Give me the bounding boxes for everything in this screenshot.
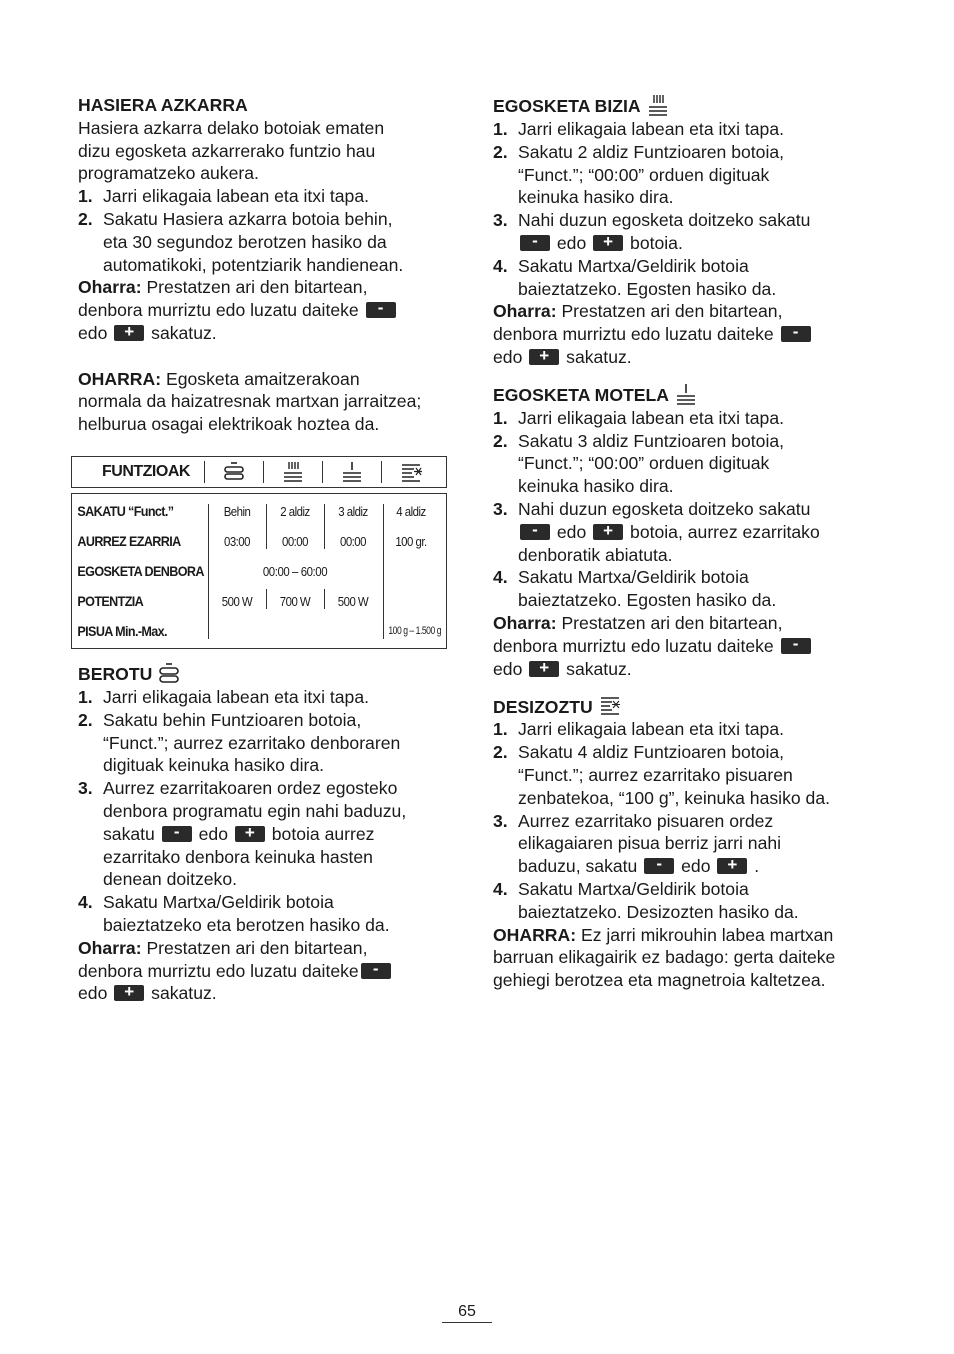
section-title-hasiera: HASIERA AZKARRA [78, 95, 248, 115]
low-cook-icon [675, 383, 697, 407]
functions-table [71, 456, 447, 649]
defrost-icon [381, 461, 440, 483]
section-title-berotu: BEROTU [78, 664, 153, 685]
high-cook-icon [263, 461, 322, 483]
table-row: AURREZ EZARRIA 03:00 00:00 00:00 100 gr. [77, 533, 427, 549]
section-title-motela: EGOSKETA MOTELA [493, 384, 669, 405]
minus-key-icon [520, 524, 550, 540]
plus-key-icon [593, 235, 623, 251]
table-row: PISUA Min.-Max. 100 g – 1.500 g [77, 623, 442, 639]
minus-key-icon [520, 235, 550, 251]
page-number: 65 [458, 1303, 476, 1320]
table-row: SAKATU “Funct.” Behin 2 aldiz 3 aldiz 4 aldiz [77, 503, 426, 519]
reheat-icon [204, 461, 263, 483]
hasiera-intro-3: programatzeko aukera. [78, 163, 259, 184]
list-item: 1. Jarri elikagaia labean eta itxi tapa. [493, 119, 785, 139]
list-item: 3. Aurrez ezarritakoaren ordez egosteko denbora programatu egin nahi baduzu, sakatu - edo + botoia aurrez ezarritako denbora keinuka hasten denean doitzeko. [78, 777, 453, 891]
table-row: EGOSKETA DENBORA 00:00 – 60:00 [77, 563, 328, 579]
defrost-icon [599, 694, 621, 718]
section-title-desizoztu: DESIZOZTU [493, 696, 593, 717]
table-header [71, 456, 447, 488]
list-item: 4. Sakatu Martxa/Geldirik botoia baieztatzeko. Desizozten hasiko da. [493, 878, 799, 922]
list-item: 4. Sakatu Martxa/Geldirik botoia baieztatzeko. Egosten hasiko da. [493, 255, 777, 299]
minus-key-icon [781, 638, 811, 654]
plus-key-icon [114, 325, 144, 341]
table-body [71, 493, 447, 649]
list-item: 1. Jarri elikagaia labean eta itxi tapa. [493, 407, 785, 428]
minus-key-icon [366, 302, 396, 318]
page-number-rule [442, 1322, 492, 1323]
minus-key-icon [162, 826, 192, 842]
list-item: 4. Sakatu Martxa/Geldirik botoia baieztatzeko. Egosten hasiko da. [493, 567, 777, 611]
minus-key-icon [644, 858, 674, 874]
plus-key-icon [717, 858, 747, 874]
high-cook-icon [647, 94, 669, 118]
berotu-section: BEROTU 1. Jarri elikagaia labean eta itxi tapa. 2. Sakatu behin Funtzioaren botoia, “Funct.”; aurrez ezarritako denboraren digituak keinuka hasiko dira. 3. Aurrez ezarritakoaren ordez egosteko denbora programatu egin nahi baduzu, sakatu - edo + botoia aurrez ezarritako denbora keinuka hasten denean doitzeko. 4. Sakatu Martxa/Geldirik botoia baieztatzeko eta berotzen hasiko da. Oharra: Prestatzen ari den bitartean, denbora murriztu edo luzatu daiteke- edo + sakatuz. [78, 662, 453, 1005]
hasiera-intro-2: dizu egosketa azkarrerako funtzio hau [78, 140, 376, 161]
hasiera-note: Oharra: Prestatzen ari den bitartean, [78, 277, 368, 298]
plus-key-icon [593, 524, 623, 540]
list-item: 1. Jarri elikagaia labean eta itxi tapa. [493, 719, 785, 740]
list-item: 1. Jarri elikagaia labean eta itxi tapa. [78, 687, 370, 707]
oharra-note: OHARRA: Egosketa amaitzerakoan [78, 368, 360, 389]
list-item: 2. Sakatu Hasiera azkarra botoia behin, eta 30 segundoz berotzen hasiko da automatikoki, potentziarik handienean. [78, 208, 404, 275]
left-column: HASIERA AZKARRA Hasiera azkarra delako botoiak ematen dizu egosketa azkarrerako funtzio hau programatzeko aukera. 1. Jarri elikagaia labean eta itxi tapa. 2. Sakatu Hasiera azkarra botoia behin, eta 30 segundoz berotzen hasiko da automatikoki, potentziarik handienean. Oharra: Prestatzen ari den bitartean, denbora murriztu edo luzatu daiteke - edo + sakatuz. OHARRA: Egosketa amaitzerakoan normala da haizatresnak martxan jarraitzea; helburua osagai elektrikoak hoztea da. [78, 94, 453, 436]
list-item: 1. Jarri elikagaia labean eta itxi tapa. [78, 186, 370, 207]
table-row: POTENTZIA 500 W 700 W 500 W [77, 593, 369, 609]
plus-key-icon [529, 661, 559, 677]
list-item: 2. Sakatu 2 aldiz Funtzioaren botoia, “Funct.”; “00:00” orduen digituak keinuka hasiko dira. [493, 141, 785, 208]
list-item: 2. Sakatu 3 aldiz Funtzioaren botoia, “Funct.”; “00:00” orduen digituak keinuka hasiko dira. [493, 430, 785, 497]
right-column: EGOSKETA BIZIA 1. Jarri elikagaia labean eta itxi tapa. 2. Sakatu 2 aldiz Funtzioaren botoia, “Funct.”; “00:00” orduen digituak keinuka hasiko dira. 3. Nahi duzun egosketa doitzeko sakatu - edo + botoia. 4. Sakatu Martxa/Geldirik botoia baieztatzeko. Egosten hasiko da. Oharra: Prestatzen ari den bitartean, denbora murriztu edo luzatu daiteke - edo + sakatuz. EGOSKETA MOTELA 1. Jarri elikagaia labean eta itxi tapa. 2. Sakatu 3 aldiz Funtzioaren botoia, “Funct.”; “00:00” orduen digituak keinuka hasiko dira. 3. Nahi duzun egosketa doitzeko sakatu - edo + botoia, aurrez ezarritako denboratik abiatuta. 4. Sakatu Martxa/Geldirik botoia baieztatzeko. Egosten hasiko da. Oharra: Prestatzen ari den bitartean, denbora murriztu edo luzatu daiteke - edo + sakatuz. DESIZOZTU 1. Jarri elikagaia labean eta itxi tapa. 2. Sakatu 4 aldiz Funtzioaren botoia, “Funct.”; aurrez ezarritako pisuaren zenbatekoa, “100 g”, keinuka hasiko da. 3. Aurrez ezarritako pisuaren ordez elikagaiaren pisua berriz jarri nahi baduzu, sakatu - edo + . 4. Sakatu Martxa/Geldirik botoia baieztatzeko. Desizozten hasiko da. OHARRA: Ez jarri mikrouhin labea martxan barruan elikagairik ez badago: gerta daiteke gehiegi berotzea eta magnetroia kaltetzea. [493, 94, 873, 992]
hasiera-intro-1: Hasiera azkarra delako botoiak ematen [78, 117, 385, 138]
list-item: 2. Sakatu 4 aldiz Funtzioaren botoia, “Funct.”; aurrez ezarritako pisuaren zenbatekoa, “100 g”, keinuka hasiko da. [493, 742, 831, 808]
section-title-bizia: EGOSKETA BIZIA [493, 96, 641, 117]
list-item: 2. Sakatu behin Funtzioaren botoia, “Funct.”; aurrez ezarritako denboraren digituak keinuka hasiko dira. [78, 709, 401, 776]
reheat-icon [158, 662, 180, 686]
list-item: 3. Aurrez ezarritako pisuaren ordez elikagaiaren pisua berriz jarri nahi baduzu, sakatu - edo + . [493, 810, 873, 878]
table-header-label: FUNTZIOAK [102, 463, 190, 480]
minus-key-icon [781, 326, 811, 342]
hasiera-steps [78, 185, 453, 276]
plus-key-icon [235, 826, 265, 842]
low-cook-icon [322, 461, 381, 483]
list-item: 3. Nahi duzun egosketa doitzeko sakatu - edo + botoia, aurrez ezarritako denboratik abiatuta. [493, 498, 873, 566]
minus-key-icon [361, 963, 391, 979]
list-item: 4. Sakatu Martxa/Geldirik botoia baieztatzeko eta berotzen hasiko da. [78, 892, 390, 935]
list-item: 3. Nahi duzun egosketa doitzeko sakatu - edo + botoia. [493, 209, 873, 255]
plus-key-icon [529, 349, 559, 365]
plus-key-icon [114, 985, 144, 1001]
